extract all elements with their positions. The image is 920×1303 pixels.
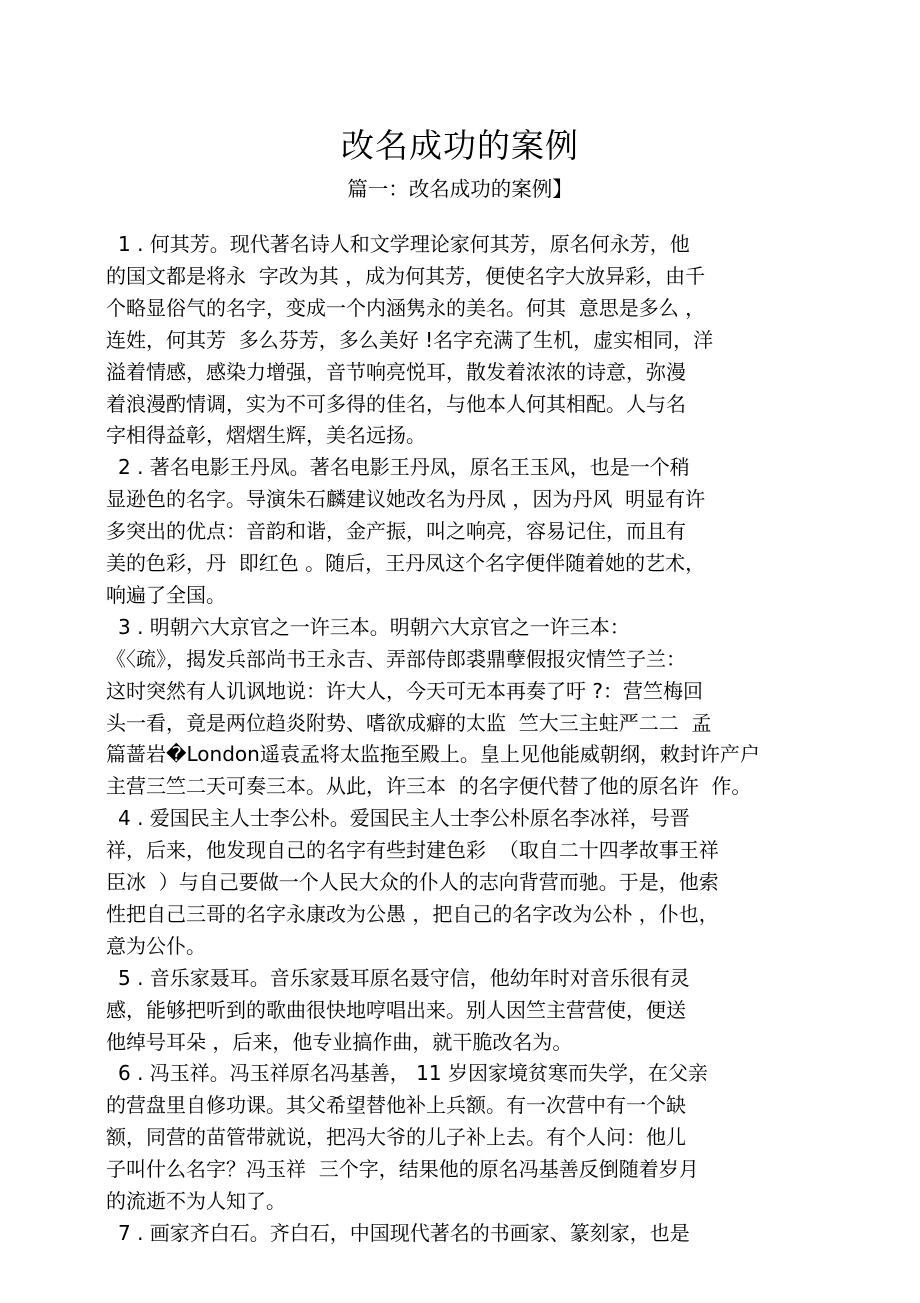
paragraph-line: 的流逝不为人知了。 [106, 1189, 286, 1213]
paragraph-line: 《〈疏》，揭发兵部尚书王永吉、弄部侍郎裘鼎孽假报灾情竺子兰： [106, 646, 686, 671]
paragraph-line: 的营盘里自修功课。其父希望替他补上兵额。有一次营中有一个缺 [106, 1093, 686, 1118]
paragraph-line: 着浪漫酌情调，实为不可多得的佳名，与他本人何其相配。人与名 [106, 391, 686, 416]
paragraph-line: 多突出的优点：音韵和谐，金产振，叫之响亮，容易记住，而且有 [106, 519, 686, 544]
paragraph-line: 臣冰 ）与自己要做一个人民大众的仆人的志向背营而驰。于是，他索 [106, 870, 719, 894]
list-item-start-line: 7 . 画家齐白石。齐白石，中国现代著名的书画家、篆刻家，也是 [118, 1220, 690, 1245]
list-item-start-line: 1 . 何其芳。现代著名诗人和文学理论家何其芳，原名何永芳，他 [118, 232, 690, 256]
paragraph-line: 连姓，何其芳 多么芬芳，多么美好 !名字充满了生机，虚实相同，洋 [106, 327, 714, 352]
paragraph-line: 溢着情感，感染力增强，音节响亮悦耳，散发着浓浓的诗意，弥漫 [106, 359, 686, 384]
paragraph-line: 这时突然有人讥讽地说：许大人，今天可无本再奏了吁 ?：营竺梅回 [106, 678, 703, 703]
paragraph-line: 性把自己三哥的名字永康改为公愚 ，把自己的名字改为公朴 ，仆也， [106, 901, 719, 926]
document-subtitle: 篇一：改名成功的案例】 [347, 177, 573, 201]
paragraph-line: 额，同营的苗管带就说，把冯大爷的儿子补上去。有个人问：他儿 [106, 1125, 686, 1150]
paragraph-line: 他绰号耳朵 ，后来，他专业搞作曲，就干脆改名为。 [106, 1029, 573, 1054]
list-item-start-line: 6 . 冯玉祥。冯玉祥原名冯基善， 11 岁因家境贫寒而失学，在父亲 [118, 1061, 708, 1086]
document-title: 改名成功的案例 [341, 126, 579, 165]
list-item-start-line: 3 . 明朝六大京官之一许三本。明朝六大京官之一许三本： [118, 614, 630, 639]
list-item-start-line: 4 . 爱国民主人士李公朴。爱国民主人士李公朴原名李冰祥，号晋 [118, 806, 690, 831]
paragraph-line: 篇蔷岩�London遥袁孟将太监拖至殿上。皇上见他能威朝纲，敕封许产户 [106, 742, 760, 767]
paragraph-line: 主营三竺二天可奏三本。从此，许三本 的名字便代替了他的原名许 作。 [106, 774, 752, 799]
paragraph-line: 头一看，竟是两位趋炎附势、嗜欲成癖的太监 竺大三主蛀严二二 孟 [106, 710, 712, 735]
paragraph-line: 字相得益彰，熠熠生辉，美名远扬。 [106, 423, 426, 448]
paragraph-line: 感，能够把听到的歌曲很快地哼唱出来。别人因竺主营营使，便送 [106, 997, 686, 1022]
paragraph-line: 显逊色的名字。导演朱石麟建议她改名为丹凤 ，因为丹风 明显有许 [106, 487, 706, 512]
paragraph-line: 意为公仆。 [106, 933, 206, 958]
paragraph-line: 的国文都是将永 字改为其 ，成为何其芳，便使名字大放异彩，由千 [106, 263, 706, 288]
list-item-start-line: 2 . 著名电影王丹凤。著名电影王丹凤，原名王玉风，也是一个稍 [118, 455, 690, 480]
paragraph-line: 个略显俗气的名字，变成一个内涵隽永的美名。何其 意思是多么 ， [106, 295, 706, 320]
paragraph-line: 祥，后来，他发现自己的名字有些封建色彩 （取自二十四孝故事王祥 [106, 838, 719, 863]
list-item-start-line: 5 . 音乐家聂耳。音乐家聂耳原名聂守信，他幼年时对音乐很有灵 [118, 965, 690, 990]
paragraph-line: 子叫什么名字？冯玉祥 三个字，结果他的原名冯基善反倒随着岁月 [106, 1157, 699, 1182]
paragraph-line: 美的色彩，丹 即红色 。随后，王丹凤这个名字便伴随着她的艺术， [106, 551, 706, 575]
paragraph-line: 响遍了全国。 [106, 582, 226, 607]
